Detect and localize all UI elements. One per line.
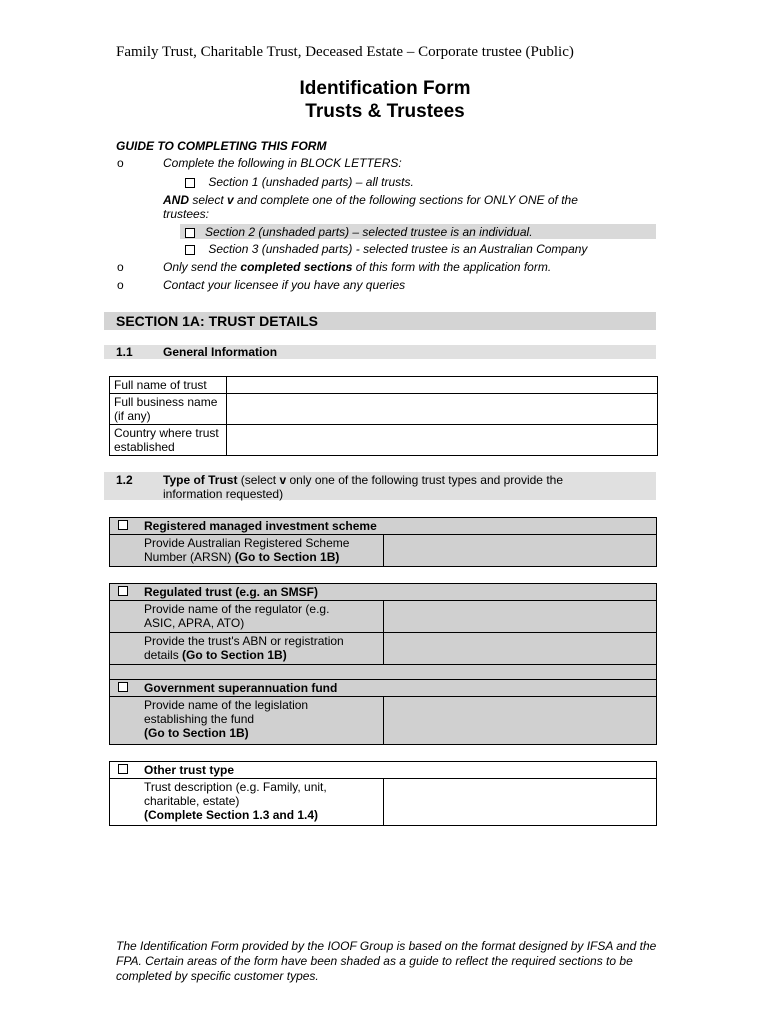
regulator-field[interactable] [383,601,656,632]
trust-type-gov [109,679,657,745]
section-1-1-header: 1.1 General Information [104,345,656,359]
arsn-field[interactable] [383,535,656,566]
regulated-spacer-row [109,665,657,680]
guide-item-send: Only send the completed sections of this form with the application form. [163,260,552,274]
guide-item-contact: Contact your licensee if you have any queries [163,278,406,292]
trust-type-other [109,761,657,826]
footer-note: The Identification Form provided by the IOOF Group is based on the format designed by IFSA and the FPA. Certain areas of the form have been shaded as a guide to reflect the required sections to be completed by specific customer types. [116,939,657,983]
abn-row: Provide the trust's ABN or registration details (Go to Section 1B) [109,633,657,665]
gov-checkbox[interactable] [118,682,128,692]
section-1-2-header: 1.2 Type of Trust (select v only one of the following trust types and provide the information requested) [104,472,656,500]
bullet-2: o [117,260,124,274]
table-row [110,394,658,425]
page-subtitle: Trusts & Trustees [305,101,465,122]
trust-description-row: Trust description (e.g. Family, unit, charitable, estate) (Complete Section 1.3 and 1.4) [109,779,657,826]
guide-and-line-2: trustees: [163,207,210,221]
other-header: Other trust type [109,761,657,779]
trust-type-regulated [109,583,657,680]
page-title: Identification Form [299,78,471,99]
row-label: Full name of trust [110,377,227,394]
abn-field[interactable] [383,633,656,664]
regulator-row: Provide name of the regulator (e.g. ASIC, APRA, ATO) [109,601,657,633]
guide-sub-section2: Section 2 (unshaded parts) – selected trustee is an individual. [180,224,656,239]
table-row [110,377,658,394]
guide-sub-section3: Section 3 (unshaded parts) - selected trustee is an Australian Company [185,242,587,256]
regulated-checkbox[interactable] [118,586,128,596]
regulated-header: Regulated trust (e.g. an SMSF) [109,583,657,601]
guide-sub-section1: Section 1 (unshaded parts) – all trusts. [185,175,414,189]
trust-description-field[interactable] [383,779,656,825]
table-row [110,425,658,456]
full-name-of-trust-field[interactable] [227,377,658,394]
other-checkbox[interactable] [118,764,128,774]
gov-header: Government superannuation fund [109,679,657,697]
checkbox-icon [185,245,195,255]
rmis-checkbox[interactable] [118,520,128,530]
bullet-1: o [117,156,124,170]
general-info-table [109,376,658,456]
checkbox-icon [185,228,195,238]
rmis-header: Registered managed investment scheme [109,517,657,535]
bullet-3: o [117,278,124,292]
business-name-field[interactable] [227,394,658,425]
guide-item-block-letters: Complete the following in BLOCK LETTERS: [163,156,402,170]
row-label: Country where trust established [110,425,227,456]
checkbox-icon [185,178,195,188]
rmis-arsn-row: Provide Australian Registered Scheme Number (ARSN) (Go to Section 1B) [109,535,657,567]
legislation-field[interactable] [383,697,656,744]
country-established-field[interactable] [227,425,658,456]
legislation-row: Provide name of the legislation establishing the fund (Go to Section 1B) [109,697,657,745]
trust-type-rmis [109,517,657,567]
section-1a-header: SECTION 1A: TRUST DETAILS [104,312,656,330]
guide-heading: GUIDE TO COMPLETING THIS FORM [116,139,327,153]
guide-and-line: AND select v and complete one of the following sections for ONLY ONE of the [163,193,578,207]
document-header: Family Trust, Charitable Trust, Deceased Estate – Corporate trustee (Public) [116,44,574,60]
row-label: Full business name (if any) [110,394,227,425]
